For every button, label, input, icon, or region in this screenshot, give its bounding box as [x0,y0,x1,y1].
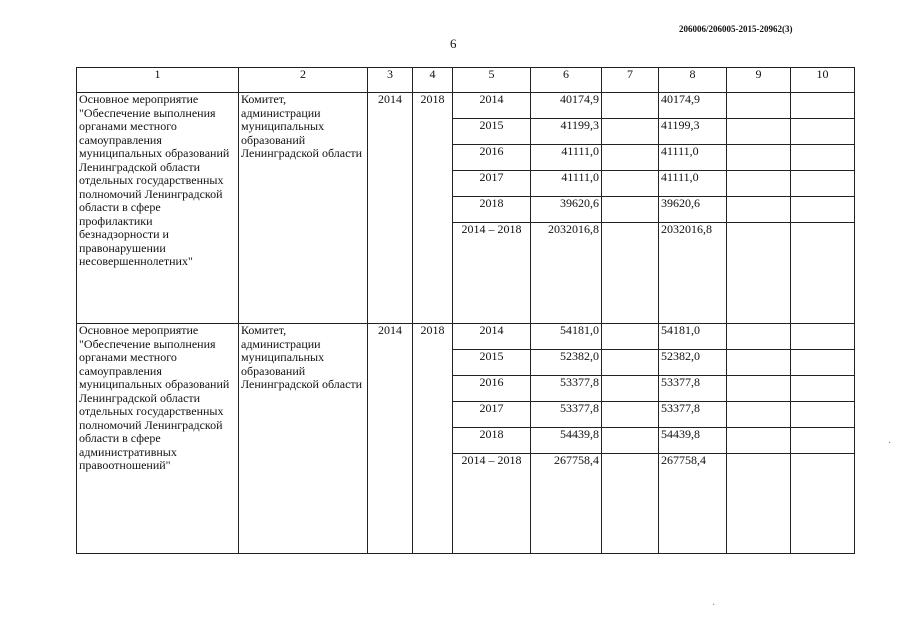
empty-cell [791,454,855,554]
year-cell: 2014 [453,324,531,350]
total-cell: 267758,4 [531,454,602,554]
header-cell: 9 [727,68,791,93]
budget-cell: 41111,0 [659,171,727,197]
budget-cell: 39620,6 [659,197,727,223]
empty-cell [602,145,659,171]
empty-cell [602,223,659,324]
year-cell: 2015 [453,119,531,145]
budget-cell: 2032016,8 [659,223,727,324]
total-cell: 52382,0 [531,350,602,376]
budget-cell: 54439,8 [659,428,727,454]
empty-cell [727,119,791,145]
empty-cell [602,428,659,454]
end-year-cell: 2018 [413,93,453,324]
header-cell: 4 [413,68,453,93]
empty-cell [727,454,791,554]
scan-speck: · [712,600,716,611]
empty-cell [602,171,659,197]
empty-cell [602,454,659,554]
total-cell: 53377,8 [531,402,602,428]
table-row [77,93,855,119]
total-cell: 39620,6 [531,197,602,223]
empty-cell [791,93,855,119]
empty-cell [727,197,791,223]
total-cell: 54181,0 [531,324,602,350]
total-cell: 54439,8 [531,428,602,454]
empty-cell [727,428,791,454]
year-cell: 2018 [453,428,531,454]
empty-cell [791,171,855,197]
total-cell: 40174,9 [531,93,602,119]
empty-cell [791,350,855,376]
executor-cell: Комитет, администрации муниципальных образований Ленинградской области [239,324,368,554]
period-cell: 2014 – 2018 [453,223,531,324]
header-cell: 1 [77,68,239,93]
total-cell: 41199,3 [531,119,602,145]
empty-cell [602,376,659,402]
budget-cell: 54181,0 [659,324,727,350]
header-cell: 10 [791,68,855,93]
empty-cell [602,324,659,350]
budget-cell: 40174,9 [659,93,727,119]
empty-cell [727,350,791,376]
empty-cell [602,119,659,145]
empty-cell [791,428,855,454]
year-cell: 2018 [453,197,531,223]
year-cell: 2017 [453,402,531,428]
empty-cell [727,324,791,350]
empty-cell [727,376,791,402]
empty-cell [791,145,855,171]
period-cell: 2014 – 2018 [453,454,531,554]
start-year-cell: 2014 [368,93,413,324]
empty-cell [602,402,659,428]
start-year-cell: 2014 [368,324,413,554]
table-row [77,324,855,350]
header-cell: 7 [602,68,659,93]
executor-cell: Комитет, администрации муниципальных образований Ленинградской области [239,93,368,324]
header-cell: 2 [239,68,368,93]
total-cell: 41111,0 [531,171,602,197]
header-row [77,68,855,93]
year-cell: 2016 [453,145,531,171]
empty-cell [791,402,855,428]
empty-cell [791,376,855,402]
budget-cell: 53377,8 [659,376,727,402]
program-table [76,67,855,554]
year-cell: 2016 [453,376,531,402]
year-cell: 2014 [453,93,531,119]
empty-cell [727,93,791,119]
empty-cell [791,324,855,350]
empty-cell [727,402,791,428]
header-cell: 6 [531,68,602,93]
budget-cell: 52382,0 [659,350,727,376]
budget-cell: 53377,8 [659,402,727,428]
empty-cell [602,197,659,223]
end-year-cell: 2018 [413,324,453,554]
budget-cell: 41199,3 [659,119,727,145]
activity-cell: Основное мероприятие "Обеспечение выполнения органами местного самоуправления муниципальных образований Ленинградской области отдельных государственных полномочий Ленинградской области в сфере административных правоотношений" [77,324,239,554]
empty-cell [727,171,791,197]
page-number: 6 [450,36,457,51]
header-cell: 8 [659,68,727,93]
activity-cell: Основное мероприятие "Обеспечение выполнения органами местного самоуправления муниципальных образований Ленинградской области отдельных государственных полномочий Ленинградской области в сфере профилактики безнадзорности и правонарушении несовершеннолетних" [77,93,239,324]
total-cell: 2032016,8 [531,223,602,324]
header-cell: 5 [453,68,531,93]
budget-cell: 267758,4 [659,454,727,554]
total-cell: 53377,8 [531,376,602,402]
budget-cell: 41111,0 [659,145,727,171]
year-cell: 2015 [453,350,531,376]
header-cell: 3 [368,68,413,93]
empty-cell [791,119,855,145]
empty-cell [602,93,659,119]
empty-cell [727,223,791,324]
empty-cell [602,350,659,376]
empty-cell [727,145,791,171]
empty-cell [791,197,855,223]
total-cell: 41111,0 [531,145,602,171]
empty-cell [791,223,855,324]
scan-speck: · [888,438,892,449]
document-id: 206006/206005-2015-20962(3) [679,24,793,34]
year-cell: 2017 [453,171,531,197]
